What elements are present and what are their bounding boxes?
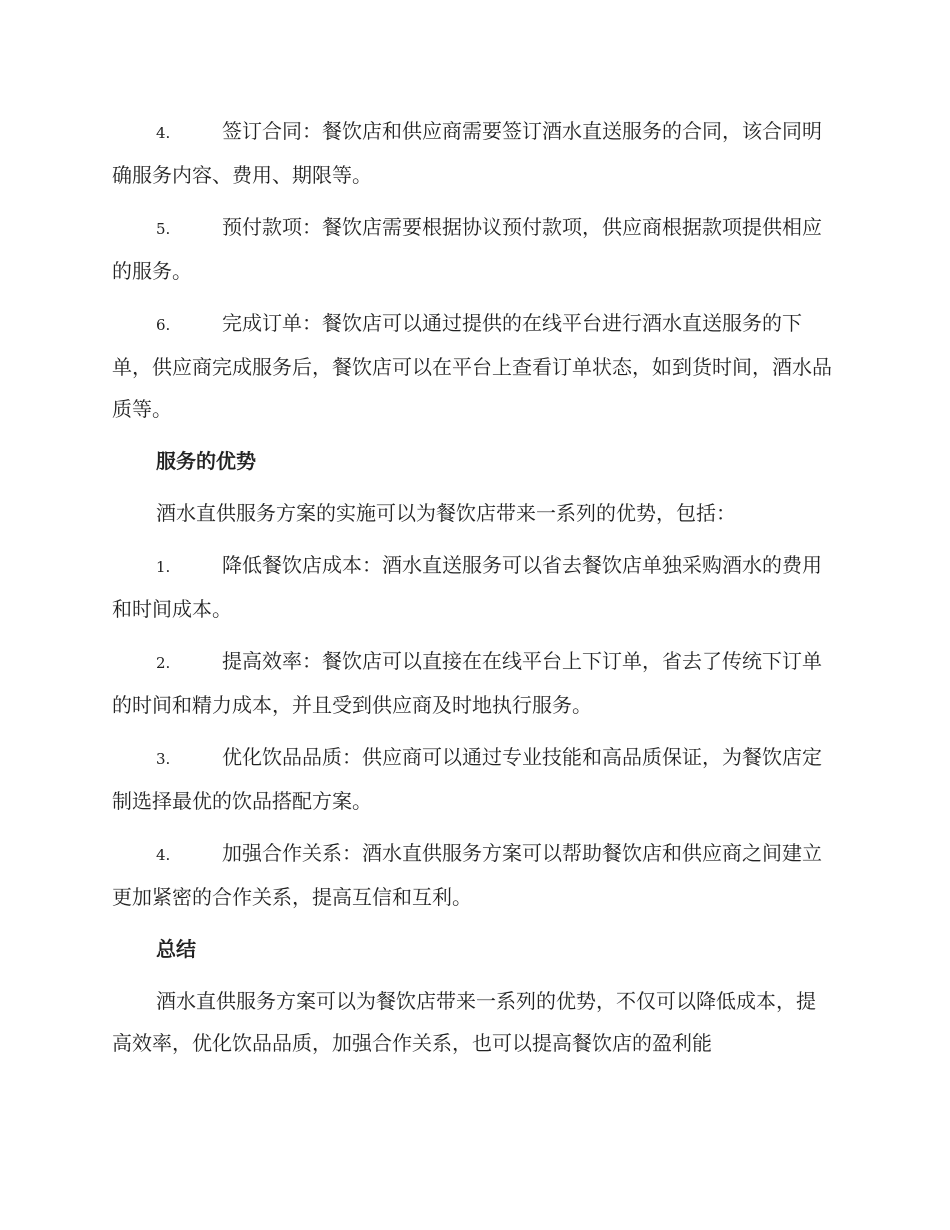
step-text: 完成订单：餐饮店可以通过提供的在线平台进行酒水直送服务的下单，供应商完成服务后，餐饮店可以在平台上查看订单状态，如到货时间，酒水品质等。 — [112, 311, 832, 421]
advantages-intro: 酒水直供服务方案的实施可以为餐饮店带来一系列的优势，包括： — [156, 501, 736, 525]
summary-paragraph: 酒水直供服务方案可以为餐饮店带来一系列的优势，不仅可以降低成本，提高效率，优化饮品品质，加强合作关系，也可以提高餐饮店的盈利能 — [112, 989, 816, 1055]
step-item-6 — [112, 302, 834, 430]
advantage-item-3 — [112, 736, 834, 822]
step-number: 6. — [156, 316, 171, 334]
advantage-text: 加强合作关系：酒水直供服务方案可以帮助餐饮店和供应商之间建立更加紧密的合作关系，提高互信和互利。 — [112, 841, 822, 909]
summary-heading: 总结 — [156, 937, 196, 961]
advantages-heading: 服务的优势 — [156, 449, 256, 473]
step-text: 签订合同：餐饮店和供应商需要签订酒水直送服务的合同，该合同明确服务内容、费用、期限等。 — [112, 119, 822, 187]
advantage-text: 优化饮品品质：供应商可以通过专业技能和高品质保证，为餐饮店定制选择最优的饮品搭配方案。 — [112, 745, 822, 813]
advantage-number: 4. — [156, 846, 171, 864]
document-body — [112, 110, 834, 1074]
advantage-number: 3. — [156, 750, 171, 768]
advantage-item-1 — [112, 544, 834, 630]
advantage-item-4 — [112, 832, 834, 918]
step-number: 5. — [156, 220, 171, 238]
advantage-number: 2. — [156, 654, 171, 672]
step-text: 预付款项：餐饮店需要根据协议预付款项，供应商根据款项提供相应的服务。 — [112, 215, 822, 283]
step-item-4 — [112, 110, 834, 196]
step-item-5 — [112, 206, 834, 292]
advantage-text: 提高效率：餐饮店可以直接在在线平台上下订单，省去了传统下订单的时间和精力成本，并且受到供应商及时地执行服务。 — [112, 649, 822, 717]
advantage-item-2 — [112, 640, 834, 726]
advantage-number: 1. — [156, 558, 171, 576]
advantage-text: 降低餐饮店成本：酒水直送服务可以省去餐饮店单独采购酒水的费用和时间成本。 — [112, 553, 822, 621]
step-number: 4. — [156, 124, 171, 142]
